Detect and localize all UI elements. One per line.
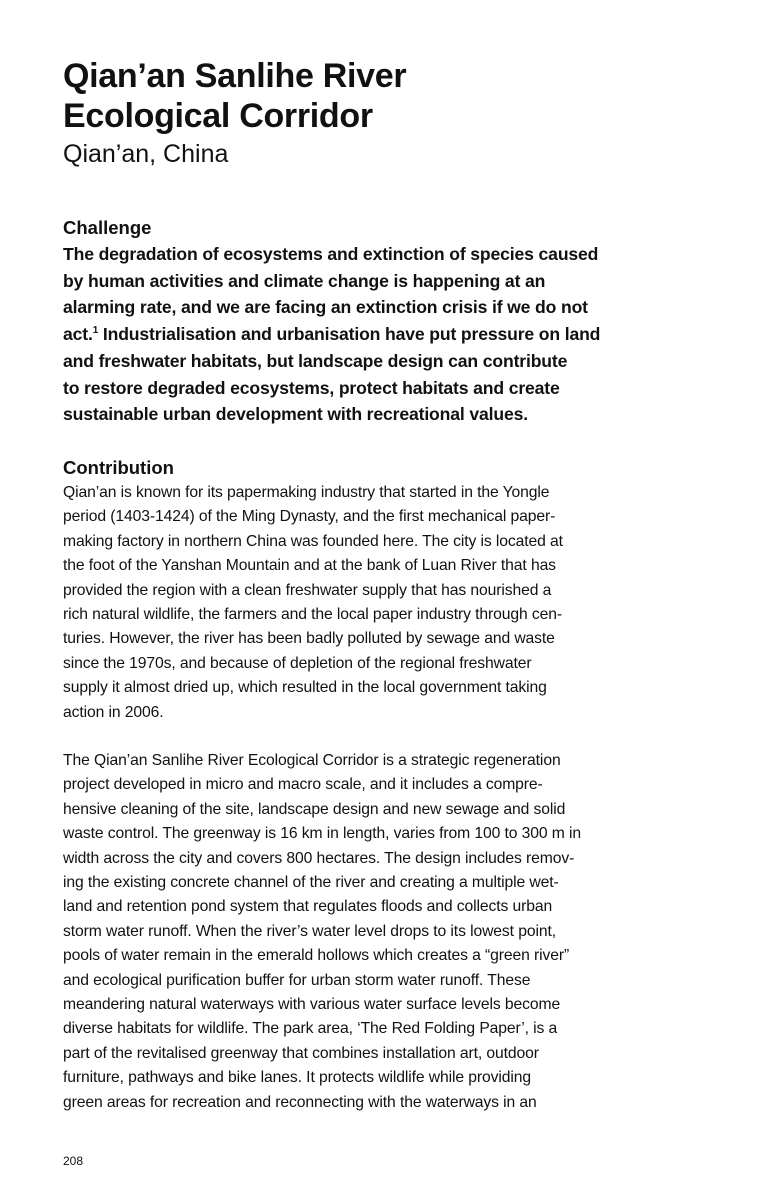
challenge-line-rest: Industrialisation and urbanisation have put pressure on land [98, 324, 601, 345]
challenge-line: alarming rate, and we are facing an extinction crisis if we do not [63, 297, 588, 318]
page-subtitle: Qian’an, China [63, 140, 229, 168]
paragraph-line: turies. However, the river has been badly polluted by sewage and waste [63, 630, 555, 648]
challenge-line: to restore degraded ecosystems, protect habitats and create [63, 377, 560, 398]
page-number: 208 [63, 1154, 84, 1168]
paragraph-line: furniture, pathways and bike lanes. It protects wildlife while providing [63, 1069, 532, 1087]
contribution-paragraph-1 [63, 481, 693, 725]
paragraph-line: project developed in micro and macro scale, and it includes a compre- [63, 776, 543, 794]
challenge-line: and freshwater habitats, but landscape design can contribute [63, 350, 568, 371]
paragraph-line: pools of water remain in the emerald hollows which creates a “green river” [63, 947, 570, 965]
paragraph-line: The Qian’an Sanlihe River Ecological Corridor is a strategic regeneration [63, 752, 561, 769]
paragraph-line: the foot of the Yanshan Mountain and at the bank of Luan River that has [63, 557, 556, 575]
paragraph-line: width across the city and covers 800 hectares. The design includes remov- [63, 849, 575, 867]
challenge-line: sustainable urban development with recreational values. [63, 404, 528, 425]
paragraph-line: Qian’an is known for its papermaking industry that started in the Yongle [63, 484, 550, 501]
challenge-line-start: act. [63, 324, 93, 345]
paragraph-line: meandering natural waterways with various water surface levels become [63, 996, 561, 1014]
paragraph-line: diverse habitats for wildlife. The park area, ‘The Red Folding Paper’, is a [63, 1020, 558, 1038]
paragraph-line: hensive cleaning of the site, landscape design and new sewage and solid [63, 800, 566, 818]
contribution-heading: Contribution [63, 457, 174, 478]
challenge-line: by human activities and climate change is happening at an [63, 270, 546, 291]
paragraph-line: making factory in northern China was founded here. The city is located at [63, 532, 563, 550]
challenge-line: The degradation of ecosystems and extinction of species caused [63, 244, 599, 264]
paragraph-line: storm water runoff. When the river’s water level drops to its lowest point, [63, 922, 556, 940]
paragraph-line: waste control. The greenway is 16 km in length, varies from 100 to 300 m in [63, 825, 582, 843]
challenge-line [63, 321, 693, 348]
paragraph-line: action in 2006. [63, 703, 164, 721]
paragraph-line: provided the region with a clean freshwater supply that has nourished a [63, 581, 552, 599]
title-line: Qian’an Sanlihe River [63, 57, 407, 95]
paragraph-line: rich natural wildlife, the farmers and the local paper industry through cen- [63, 606, 563, 624]
paragraph-line: green areas for recreation and reconnecting with the waterways in an [63, 1093, 537, 1111]
title-line: Ecological Corridor [63, 97, 373, 135]
paragraph-line: and ecological purification buffer for urban storm water runoff. These [63, 971, 531, 989]
paragraph-line: ing the existing concrete channel of the river and creating a multiple wet- [63, 874, 559, 892]
paragraph-line: land and retention pond system that regulates floods and collects urban [63, 898, 553, 916]
challenge-heading: Challenge [63, 217, 152, 238]
paragraph-line: since the 1970s, and because of depletion of the regional freshwater [63, 654, 532, 672]
paragraph-line: part of the revitalised greenway that combines installation art, outdoor [63, 1044, 539, 1062]
challenge-text [63, 241, 693, 428]
paragraph-line: supply it almost dried up, which resulted in the local government taking [63, 679, 547, 697]
page-title [63, 56, 703, 136]
paragraph-line: period (1403-1424) of the Ming Dynasty, and the first mechanical paper- [63, 508, 556, 526]
contribution-paragraph-2 [63, 749, 693, 1115]
footnote-mark: 1 [92, 325, 99, 337]
